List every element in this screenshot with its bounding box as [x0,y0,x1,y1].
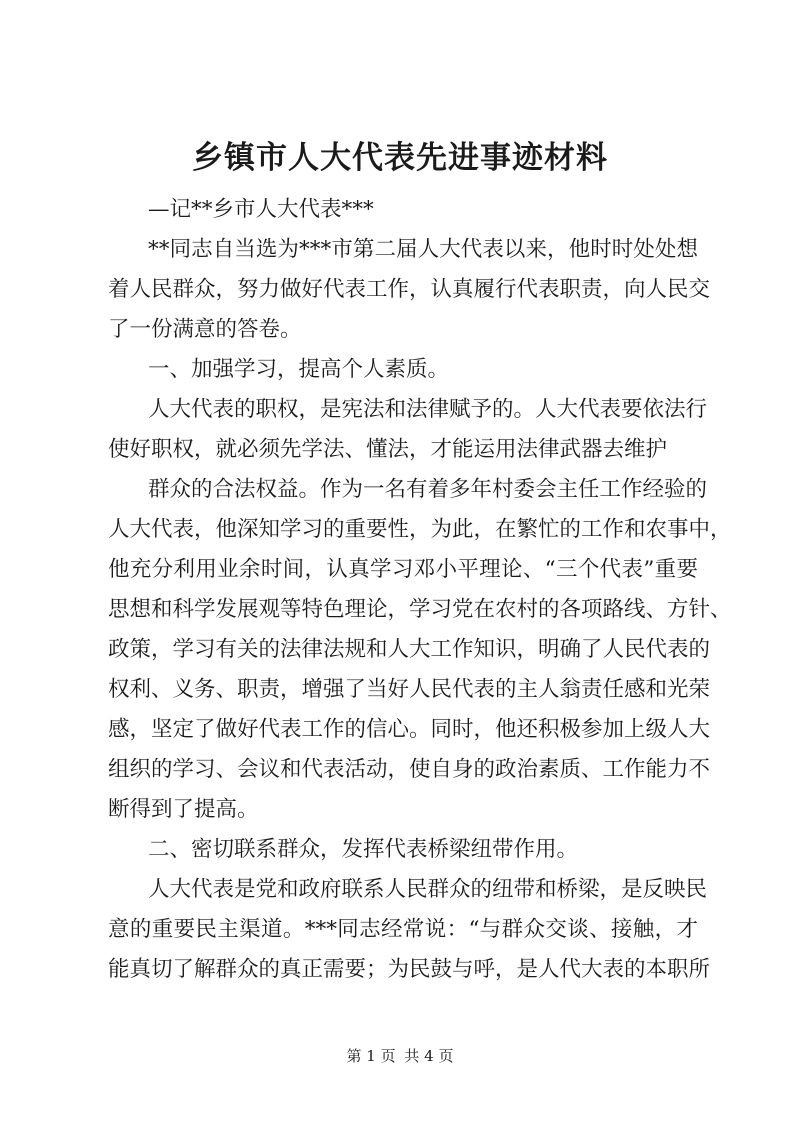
paragraph-line: 人大代表，他深知学习的重要性，为此，在繁忙的工作和农事中， [108,517,732,542]
paragraph-line: 能真切了解群众的真正需要；为民鼓与呼，是人代大表的本职所 [108,957,711,982]
section-heading: 二、密切联系群众，发挥代表桥梁纽带作用。 [148,837,579,862]
document-title: 乡镇市人大代表先进事迹材料 [192,140,608,176]
paragraph-line: 使好职权，就必须先学法、懂法，才能运用法律武器去维护 [108,437,668,462]
page-footer [0,1046,800,1066]
paragraph-line: 着人民群众，努力做好代表工作，认真履行代表职责，向人民交 [108,277,711,302]
paragraph-line: **同志自当选为***市第二届人大代表以来，他时时处处想 [148,237,698,262]
paragraph-line: 组织的学习、会议和代表活动，使自身的政治素质、工作能力不 [108,757,711,782]
paragraph-line: 权利、义务、职责，增强了当好人民代表的主人翁责任感和光荣 [108,677,711,702]
paragraph-line: 人大代表是党和政府联系人民群众的纽带和桥梁，是反映民 [148,877,708,902]
section-heading: 一、加强学习，提高个人素质。 [148,357,450,382]
subtitle: —记**乡市人大代表*** [148,197,374,222]
paragraph-line: 了一份满意的答卷。 [108,317,302,342]
page-number: 第 1 页 [346,1047,396,1065]
paragraph-line: 人大代表的职权，是宪法和法律赋予的。人大代表要依法行 [148,397,708,422]
page-total: 共 4 页 [404,1047,454,1065]
paragraph-line: 他充分利用业余时间，认真学习邓小平理论、“三个代表”重要 [108,557,698,582]
paragraph-line: 断得到了提高。 [108,797,259,822]
document-body [108,190,732,990]
paragraph-line: 群众的合法权益。作为一名有着多年村委会主任工作经验的 [148,477,708,502]
paragraph-line: 思想和科学发展观等特色理论，学习党在农村的各项路线、方针、 [108,597,732,622]
paragraph-line: 政策，学习有关的法律法规和人大工作知识，明确了人民代表的 [108,637,711,662]
paragraph-line: 感，坚定了做好代表工作的信心。同时，他还积极参加上级人大 [108,717,711,742]
paragraph-line: 意的重要民主渠道。***同志经常说：“与群众交谈、接触，才 [108,917,698,942]
